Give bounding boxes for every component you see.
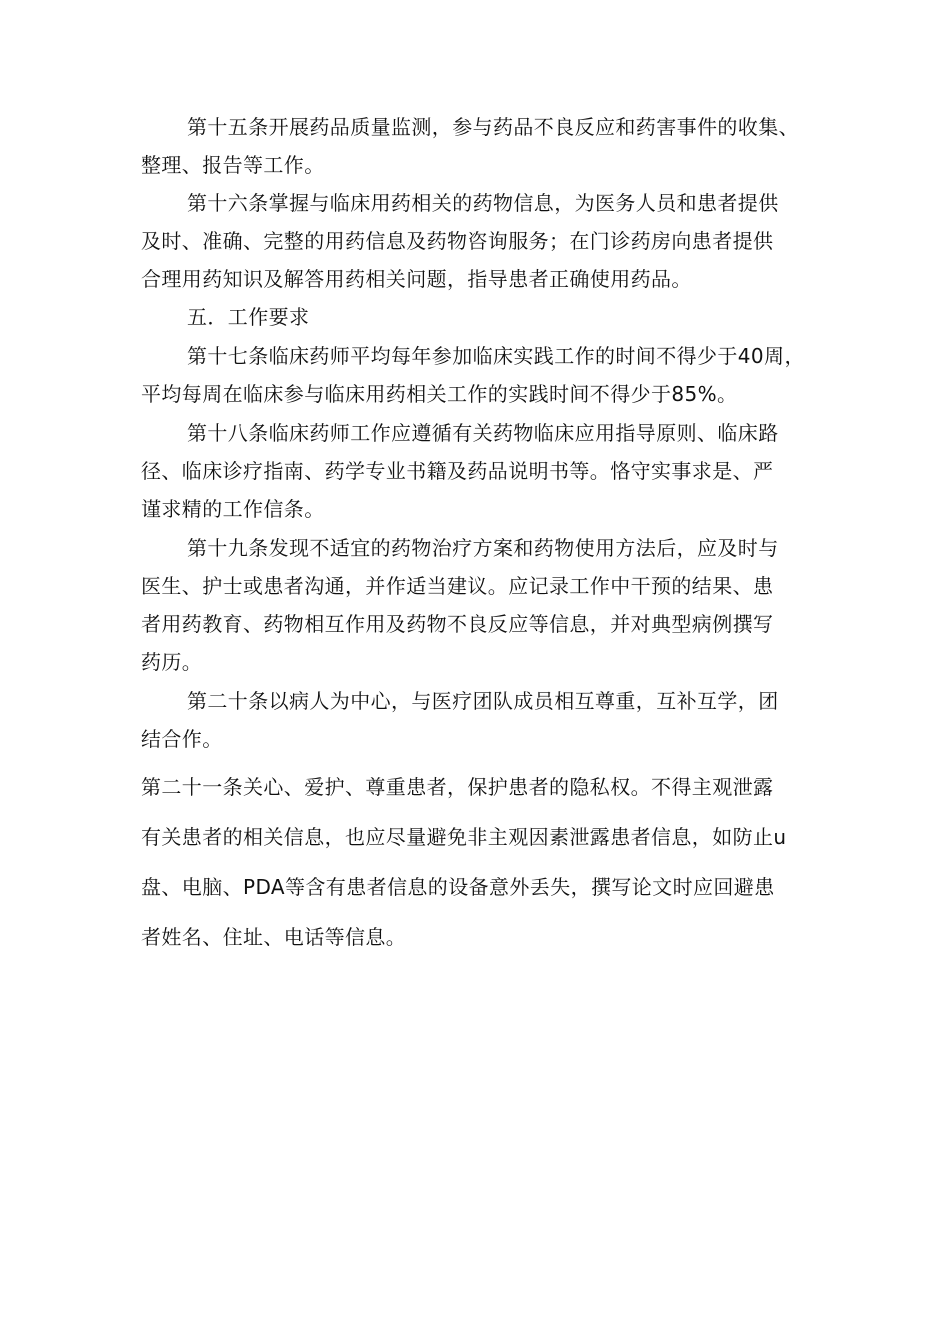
article-16-line-3: 合理用药知识及解答用药相关问题，指导患者正确使用药品。	[141, 267, 692, 291]
article-18-line-2: 径、临床诊疗指南、药学专业书籍及药品说明书等。恪守实事求是、严	[141, 459, 774, 483]
article-19-line-4: 药历。	[141, 650, 203, 674]
article-18-line-1: 第十八条临床药师工作应遵循有关药物临床应用指导原则、临床路	[187, 421, 779, 445]
article-15-line-2: 整理、报告等工作。	[141, 153, 325, 177]
article-20-line-1: 第二十条以病人为中心，与医疗团队成员相互尊重，互补互学，团	[187, 689, 779, 713]
article-19-line-3: 者用药教育、药物相互作用及药物不良反应等信息，并对典型病例撰写	[141, 612, 774, 636]
section-heading: 五．工作要求	[187, 305, 310, 329]
article-19-line-2: 医生、护士或患者沟通，并作适当建议。应记录工作中干预的结果、患	[141, 574, 774, 598]
article-19-line-1: 第十九条发现不适宜的药物治疗方案和药物使用方法后，应及时与	[187, 536, 779, 560]
article-20-line-2: 结合作。	[141, 727, 223, 751]
article-17-line-1: 第十七条临床药师平均每年参加临床实践工作的时间不得少于40周，	[187, 344, 805, 368]
article-15-line-1: 第十五条开展药品质量监测，参与药品不良反应和药害事件的收集、	[187, 115, 799, 139]
article-21-line-1: 第二十一条关心、爱护、尊重患者，保护患者的隐私权。不得主观泄露	[141, 775, 774, 799]
article-18-line-3: 谨求精的工作信条。	[141, 497, 325, 521]
article-21-line-4: 者姓名、住址、电话等信息。	[141, 925, 407, 949]
article-21-line-3: 盘、电脑、PDA等含有患者信息的设备意外丢失，撰写论文时应回避患	[141, 875, 775, 899]
article-17-line-2: 平均每周在临床参与临床用药相关工作的实践时间不得少于85%。	[141, 382, 738, 406]
article-16-line-1: 第十六条掌握与临床用药相关的药物信息，为医务人员和患者提供	[187, 191, 779, 215]
article-16-line-2: 及时、准确、完整的用药信息及药物咨询服务；在门诊药房向患者提供	[141, 229, 774, 253]
article-21-line-2: 有关患者的相关信息，也应尽量避免非主观因素泄露患者信息，如防止u	[141, 825, 787, 849]
